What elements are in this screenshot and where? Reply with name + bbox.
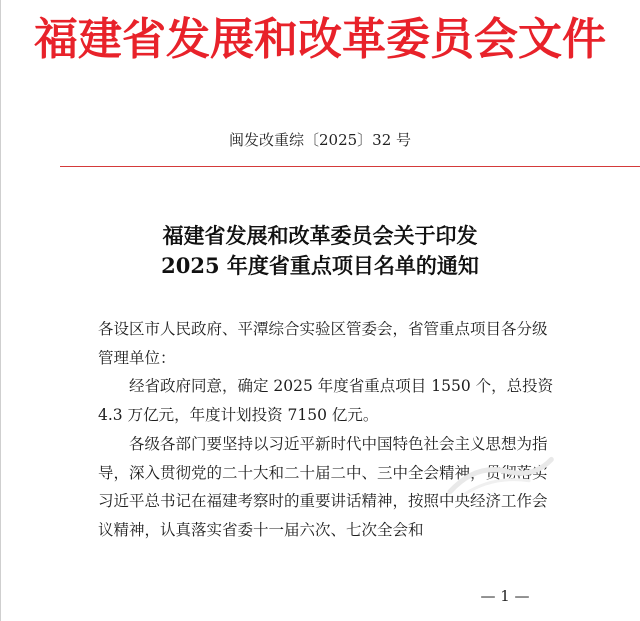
page-edge bbox=[0, 0, 1, 621]
page-number: — 1 — bbox=[480, 587, 530, 605]
notice-title-line-2: 2025 年度省重点项目名单的通知 bbox=[161, 253, 479, 278]
document-header-title: 福建省发展和改革委员会文件 bbox=[34, 14, 606, 65]
notice-title-line-1: 福建省发展和改革委员会关于印发 bbox=[162, 223, 478, 248]
header-divider bbox=[60, 166, 640, 167]
document-number: 闽发改重综〔2025〕32 号 bbox=[228, 131, 412, 149]
body-paragraph-2: 各级各部门要坚持以习近平新时代中国特色社会主义思想为指导，深入贯彻党的二十大和二十届二中、三中全会精神，贯彻落实习近平总书记在福建考察时的重要讲话精神，按照中央经济工作会议精神，认真落实省委十一届六次、七次全会和 bbox=[98, 435, 548, 539]
salutation-paragraph: 各设区市人民政府、平潭综合实验区管委会，省管重点项目各分级管理单位： bbox=[98, 320, 548, 367]
body-paragraph-1: 经省政府同意，确定 2025 年度省重点项目 1550 个，总投资 4.3 万亿元，年度计划投资 7150 亿元。 bbox=[98, 377, 554, 424]
